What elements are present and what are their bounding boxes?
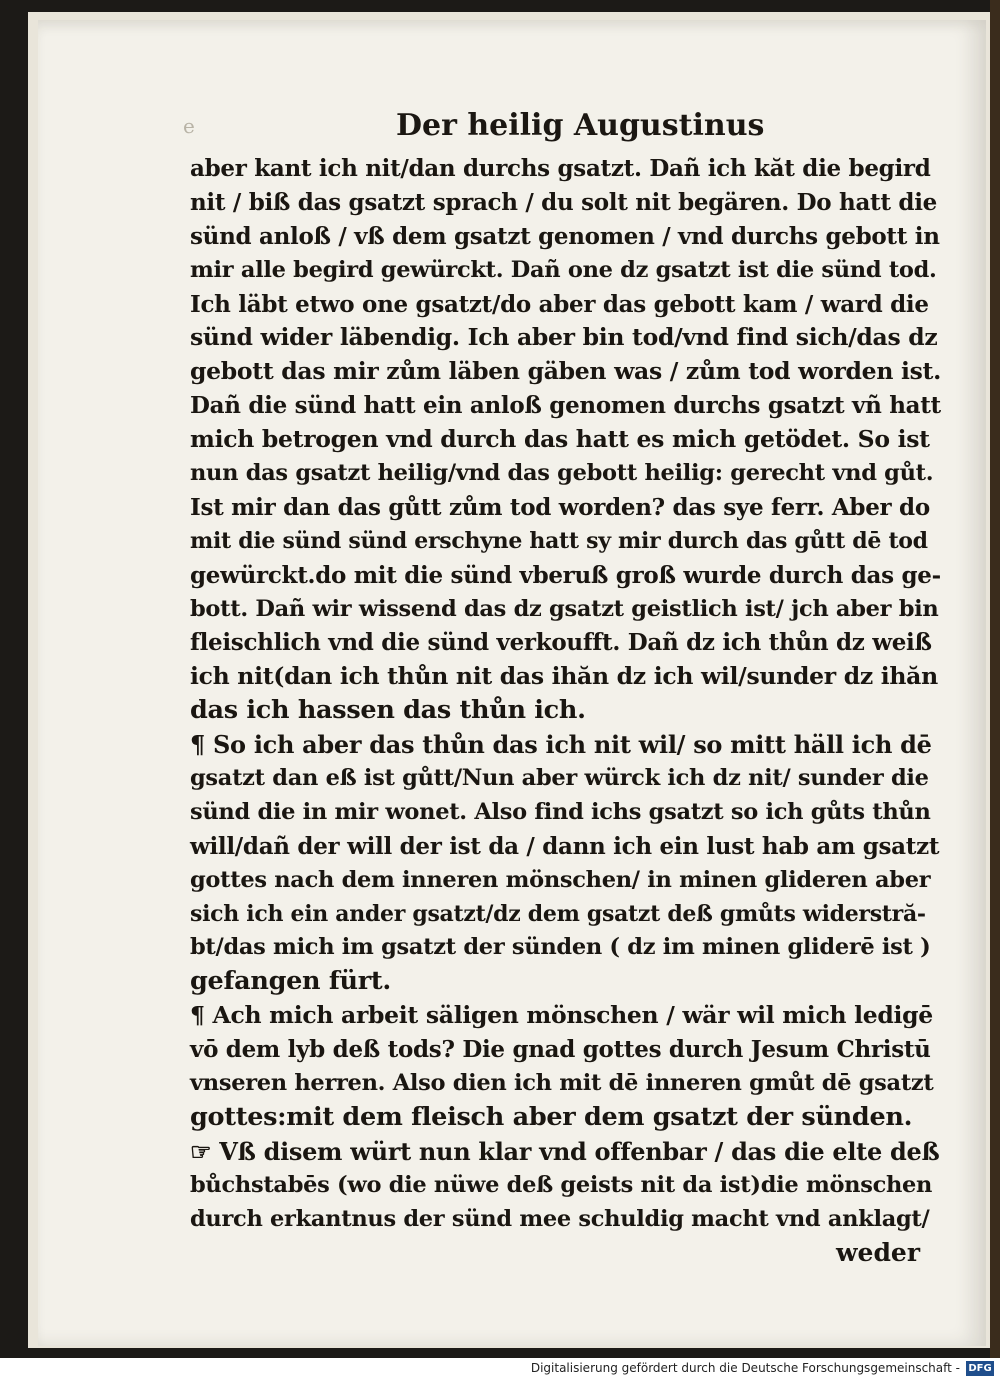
- text-line: Ist mir dan das gůtt zům tod worden? das sye ferr. Aber do: [190, 493, 930, 521]
- text-line: fleischlich vnd die sünd verkoufft. Dañ dz ich thůn dz weiß: [190, 629, 932, 657]
- text-line: bůchstabēs (wo die nüwe deß geists nit da ist)die mönschen: [190, 1171, 933, 1198]
- text-line: gebott das mir zům läben gäben was / zům tod worden ist.: [190, 357, 941, 386]
- text-line: aber kant ich nit/dan durchs gsatzt. Dañ ich kăt die begird: [190, 155, 931, 182]
- catchword: weder: [836, 1237, 920, 1267]
- text-line: bott. Dañ wir wissend das dz gsatzt geistlich ist/ jch aber bin: [190, 595, 939, 622]
- text-line: mir alle begird gewürckt. Dañ one dz gsatzt ist die sünd tod.: [190, 256, 937, 283]
- binding-edge: [990, 0, 1000, 1358]
- text-line: gefangen fürt.: [190, 966, 391, 997]
- text-line: Ich läbt etwo one gsatzt/do aber das gebott kam / ward die: [190, 290, 929, 318]
- text-line: vnseren herren. Also dien ich mit dē inneren gmůt dē gsatzt: [190, 1070, 934, 1097]
- text-line: gsatzt dan eß ist gůtt/Nun aber würck ich dz nit/ sunder die: [190, 765, 929, 792]
- funding-attribution: Digitalisierung gefördert durch die Deutsche Forschungsgemeinschaft -: [530, 1361, 960, 1375]
- text-line: Dañ die sünd hatt ein anloß genomen durchs gsatzt vñ hatt: [190, 392, 941, 420]
- text-line: bt/das mich im gsatzt der sünden ( dz im minen gliderē ist ): [190, 934, 931, 961]
- folio-mark: e: [183, 114, 195, 138]
- text-line: sich ich ein ander gsatzt/dz dem gsatzt deß gmůts widerstră-: [190, 900, 926, 927]
- text-line: mich betrogen vnd durch das hatt es mich getödet. So ist: [190, 425, 930, 454]
- text-line: sünd die in mir wonet. Also find ichs gsatzt so ich gůts thůn: [190, 798, 931, 825]
- text-line: nit / biß das gsatzt sprach / du solt nit begären. Do hatt die: [190, 188, 937, 216]
- text-line: durch erkantnus der sünd mee schuldig macht vnd anklagt/: [190, 1205, 930, 1232]
- text-line: nun das gsatzt heilig/vnd das gebott heilig: gerecht vnd gůt.: [190, 460, 934, 487]
- footer-bar: [0, 1358, 1000, 1380]
- text-line: sünd anloß / vß dem gsatzt genomen / vnd durchs gebott in: [190, 222, 940, 250]
- text-line: mit die sünd sünd erschyne hatt sy mir durch das gůtt dē tod: [190, 527, 928, 554]
- text-line: ich nit(dan ich thůn nit das ihăn dz ich wil/sunder dz ihăn: [190, 662, 938, 691]
- body-text: [190, 152, 942, 1269]
- text-line: gewürckt.do mit die sünd vberuß groß wurde durch das ge-: [190, 561, 941, 589]
- text-line: ☞ Vß disem würt nun klar vnd offenbar / das die elte deß: [190, 1136, 940, 1166]
- text-line: gottes:mit dem fleisch aber dem gsatzt der sünden.: [190, 1101, 913, 1132]
- dfg-logo-icon: DFG: [966, 1361, 994, 1376]
- text-line: vō dem lyb deß tods? Die gnad gottes durch Jesum Christū: [190, 1036, 931, 1064]
- text-line: gottes nach dem inneren mönschen/ in minen glideren aber: [190, 866, 931, 893]
- text-line: will/dañ der will der ist da / dann ich ein lust hab am gsatzt: [190, 832, 940, 860]
- text-line: sünd wider läbendig. Ich aber bin tod/vnd find sich/das dz: [190, 323, 938, 352]
- text-line: ¶ So ich aber das thůn das ich nit wil/ so mitt häll ich dē: [190, 730, 932, 760]
- running-head: Der heilig Augustinus: [396, 108, 765, 143]
- text-line: das ich hassen das thůn ich.: [190, 695, 586, 726]
- text-line: ¶ Ach mich arbeit säligen mönschen / wär wil mich ledigē: [190, 1001, 933, 1030]
